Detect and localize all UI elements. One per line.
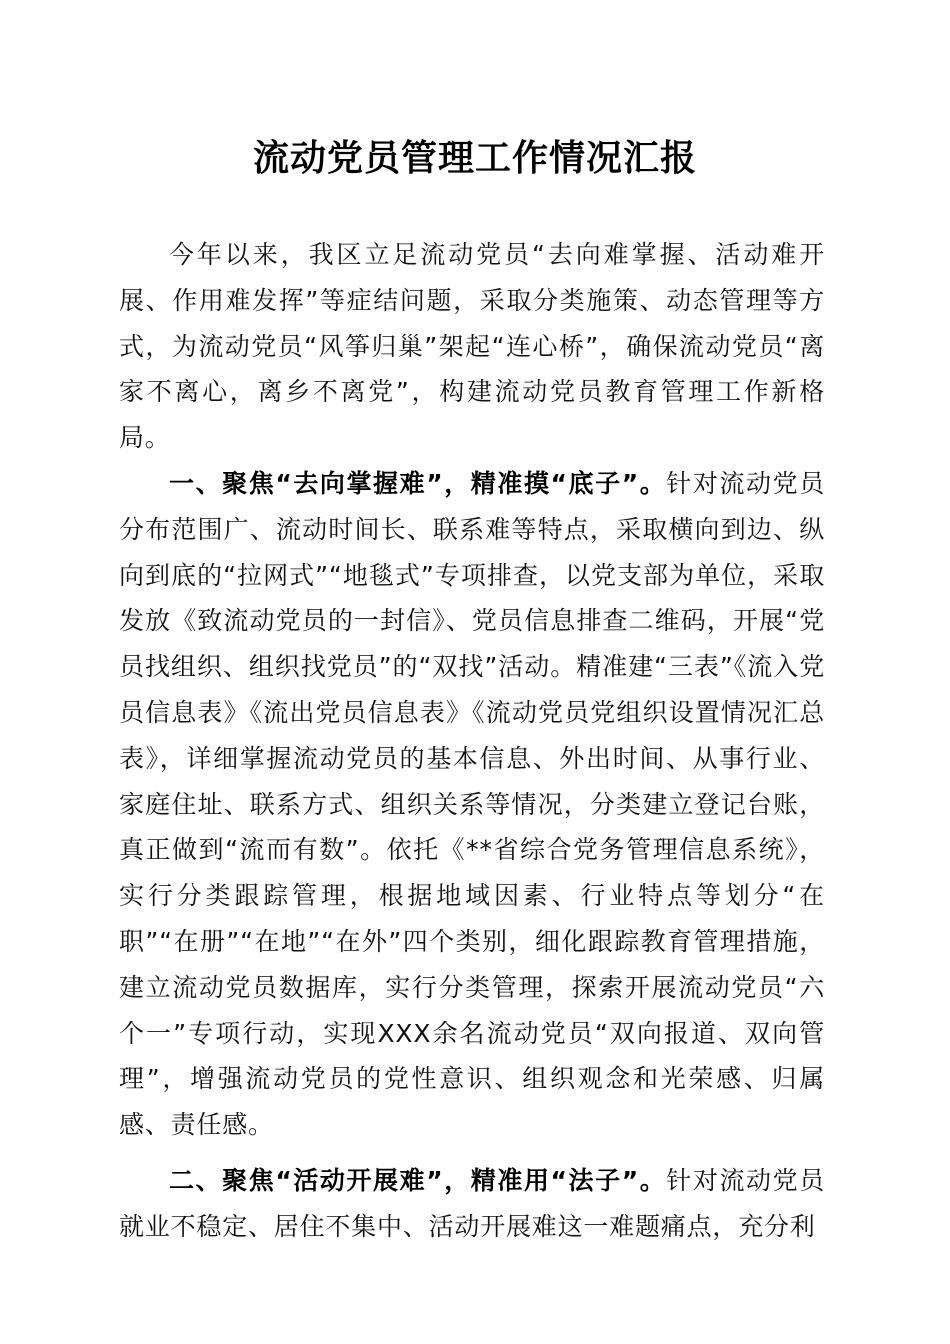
intro-paragraph: 今年以来，我区立足流动党员“去向难掌握、活动难开展、作用难发挥”等症结问题，采取分类施策、动态管理等方式，为流动党员“风筝归巢”架起“连心桥”，确保流动党员“离家不离心，离乡不离党”，构建流动党员教育管理工作新格局。: [119, 240, 825, 453]
section-2-paragraph: [119, 1158, 825, 1250]
document-title: 流动党员管理工作情况汇报: [252, 137, 697, 179]
section-1-paragraph: [119, 461, 825, 1148]
section-2-heading: 二、聚焦“活动开展难”，精准用“法子”。: [169, 1165, 667, 1195]
section-2-text: 针对流动党员就业不稳定、居住不集中、活动开展难这一难题痛点，充分利: [119, 1165, 825, 1241]
section-1-heading: 一、聚焦“去向掌握难”，精准摸“底子”。: [169, 468, 667, 498]
section-1-text: 针对流动党员分布范围广、流动时间长、联系难等特点，采取横向到边、纵向到底的“拉网式”“地毯式”专项排查，以党支部为单位，采取发放《致流动党员的一封信》、党员信息排查二维码，开展“党员找组织、组织找党员”的“双找”活动。精准建“三表”《流入党员信息表》《流出党员信息表》《流动党员党组织设置情况汇总表》，详细掌握流动党员的基本信息、外出时间、从事行业、家庭住址、联系方式、组织关系等情况，分类建立登记台账，真正做到“流而有数”。依托《**省综合党务管理信息系统》，实行分类跟踪管理，根据地域因素、行业特点等划分“在职”“在册”“在地”“在外”四个类别，细化跟踪教育管理措施，建立流动党员数据库，实行分类管理，探索开展流动党员“六个一”专项行动，实现XXX余名流动党员“双向报道、双向管理”，增强流动党员的党性意识、组织观念和光荣感、归属感、责任感。: [119, 468, 825, 1140]
document-body: [119, 232, 825, 1250]
